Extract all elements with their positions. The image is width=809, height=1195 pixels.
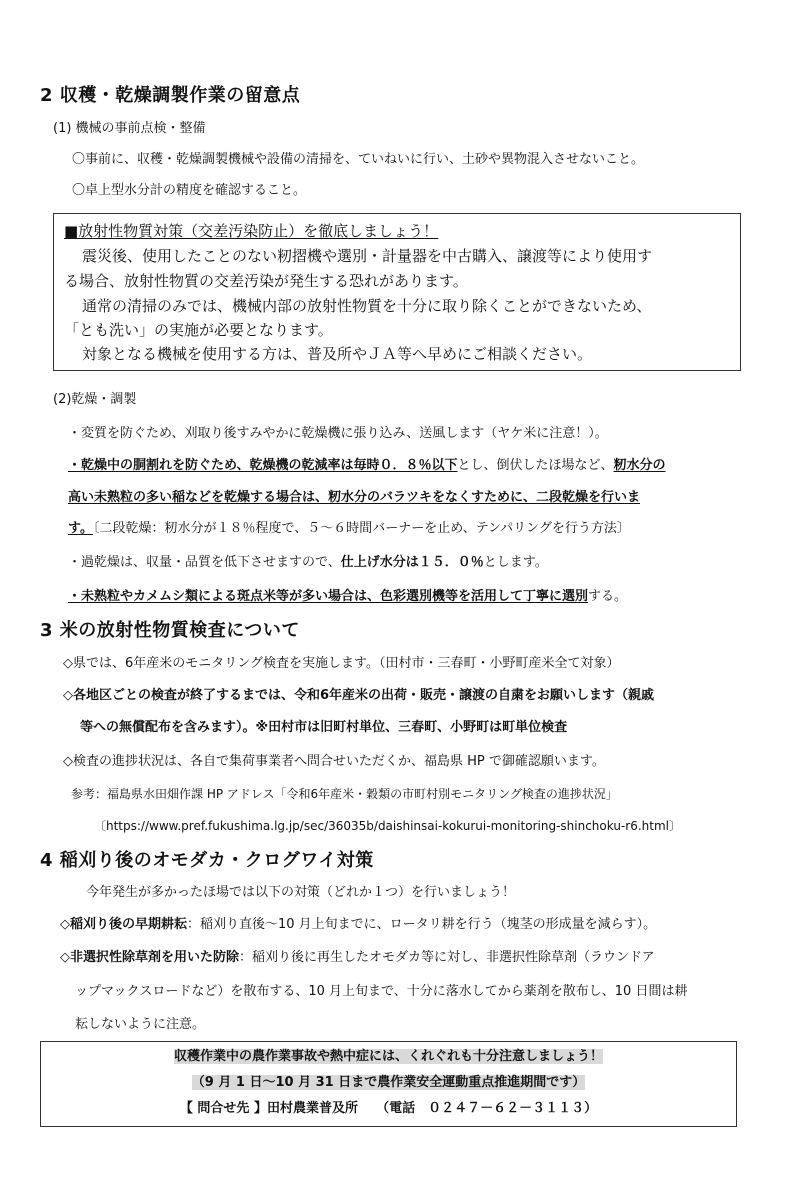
safety-warning — [41, 1049, 736, 1065]
final-moisture-note: 仕上げ水分は１５．０％ — [340, 555, 484, 570]
inspection-item-3: ◇検査の進捗状況は、各自で集荷事業者へ問合せいただくか、福島県 HP で御確認願います。 — [63, 754, 605, 769]
two-stage-drying-note: 〔二段乾燥：籾水分が１８％程度で、５～６時間バーナーを止め、テンパリングを行う方法〕 — [92, 521, 630, 536]
text-span: す。 — [68, 521, 93, 536]
color-sorter-note: ・未熟粒やカメムシ類による斑点米等が多い場合は、色彩選別機等を活用して丁寧に選別 — [68, 589, 589, 604]
weed-item-1 — [60, 917, 656, 933]
weed-intro: 今年発生が多かったほ場では以下の対策（どれか１つ）を行いましょう！ — [86, 885, 516, 900]
drying-item-2-line-3 — [68, 521, 630, 537]
text-span: とします。 — [483, 555, 548, 570]
drying-item-3 — [68, 555, 548, 571]
office-name: 田村農業普及所 — [266, 1101, 358, 1116]
text-span: ・過乾燥は、収量・品質を低下させますので、 — [68, 555, 341, 570]
subsection-2-heading: (2)乾燥・調製 — [53, 392, 137, 407]
inspection-item-1: ◇県では、6年産米のモニタリング検査を実施します。（田村市・三春町・小野町産米全て対象） — [63, 656, 620, 671]
text-span: （9 月 1 日～10 月 31 日まで農作業安全運動重点推進期間です） — [191, 1075, 586, 1090]
text-span: とし、倒伏したほ場など、 — [457, 458, 614, 473]
radiation-notice-line: 震災後、使用したことのない籾摺機や選別・計量器を中古購入、譲渡等により使用す — [82, 247, 653, 265]
radiation-notice-line: 対象となる機械を使用する方は、普及所やＪＡ等へ早めにご相談ください。 — [82, 345, 593, 363]
phone-number: （電話 ０２４７－６２－３１１３） — [376, 1101, 598, 1116]
inspection-item-2-line-2: 等への無償配布を含みます）。※田村市は旧町村単位、三春町、小野町は町単位検査 — [80, 720, 568, 735]
radiation-notice-line: 通常の清掃のみでは、機械内部の放射性物質を十分に取り除くことができないため、 — [82, 297, 652, 315]
radiation-notice-box — [53, 213, 741, 371]
contact-line — [41, 1101, 736, 1117]
drying-item-4 — [68, 589, 627, 605]
maintenance-item-2: 〇卓上型水分計の精度を確認すること。 — [72, 183, 307, 198]
subsection-1-heading: (1) 機械の事前点検・整備 — [53, 121, 206, 136]
text-span: 収穫作業中の農作業事故や熱中症には、くれぐれも十分注意しましょう！ — [173, 1049, 603, 1064]
drying-item-1: ・変質を防ぐため、刈取り後すみやかに乾燥機に張り込み、送風します（ヤケ米に注意！）。 — [68, 426, 608, 441]
section-2-heading: 2 収穫・乾燥調製作業の留意点 — [40, 85, 301, 106]
radiation-notice-title: ■放射性物質対策（交差汚染防止）を徹底しましょう！ — [64, 222, 439, 240]
radiation-notice-line: る場合、放射性物質の交差汚染が発生する恐れがあります。 — [64, 272, 468, 290]
drying-item-2-line-1 — [68, 458, 666, 474]
weed-item-2-line-2: ップマックスロードなど）を散布する、10 月上旬まで、十分に落水してから薬剤を散布し、10 日間は耕 — [75, 984, 688, 999]
text-span: ：稲刈り後に再生したオモダカ等に対し、非選択性除草剤（ラウンドア — [239, 950, 655, 965]
inspection-item-2-line-1: ◇各地区ごとの検査が終了するまでは、令和6年産米の出荷・販売・譲渡の自粛をお願いします（親戚 — [63, 688, 655, 703]
drying-item-2-line-2: 高い未熟粒の多い稲などを乾燥する場合は、籾水分のバラツキをなくすために、二段乾燥を行いま — [68, 490, 641, 505]
reference-note: 参考：福島県水田畑作課 HP アドレス「令和6年産米・穀類の市町村別モニタリング検査の進捗状況」 — [71, 787, 618, 801]
section-4-heading: 4 稲刈り後のオモダカ・クログワイ対策 — [40, 850, 374, 871]
weed-item-2-line-3: 耘しないように注意。 — [75, 1017, 206, 1032]
safety-campaign-period — [41, 1075, 736, 1091]
text-span: ：稲刈り直後～10 月上旬までに、ロータリ耕を行う（塊茎の形成量を減らす）。 — [187, 917, 657, 932]
reference-url[interactable]: 〔https://www.pref.fukushima.lg.jp/sec/36035b/daishinsai-kokurui-monitoring-shinchoku-r6.html〕 — [94, 819, 681, 833]
weed-item-2-line-1 — [60, 950, 655, 966]
text-span: 籾水分の — [613, 458, 666, 473]
text-span: する。 — [588, 589, 628, 604]
radiation-notice-line: 「とも洗い」の実施が必要となります。 — [64, 321, 333, 339]
contact-label: 【 問合せ先 】 — [179, 1101, 267, 1116]
early-tillage-label: ◇稲刈り後の早期耕耘 — [60, 917, 187, 932]
section-3-heading: 3 米の放射性物質検査について — [40, 620, 300, 641]
drying-rate-note: ・乾燥中の胴割れを防ぐため、乾燥機の乾減率は毎時０．８％以下 — [68, 458, 458, 473]
maintenance-item-1: 〇事前に、収穫・乾燥調製機械や設備の清掃を、ていねいに行い、土砂や異物混入させないこと。 — [72, 152, 645, 167]
footer-notice-box — [40, 1041, 737, 1127]
herbicide-label: ◇非選択性除草剤を用いた防除 — [60, 950, 239, 965]
